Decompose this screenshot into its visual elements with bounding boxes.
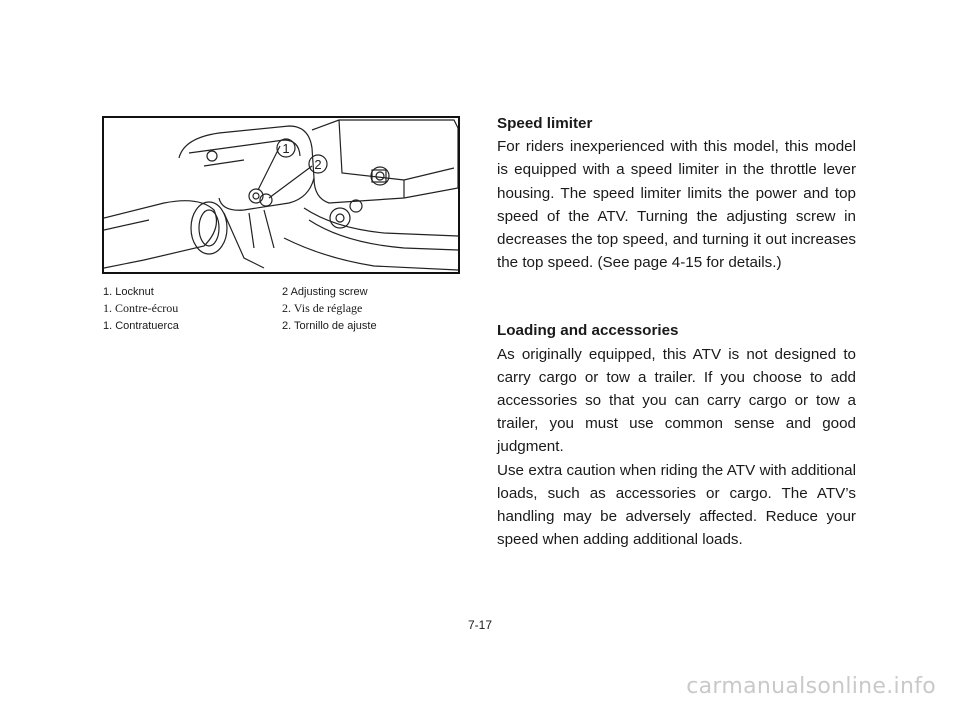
- handlebar-drawing: [104, 118, 458, 272]
- caption-row-english: [103, 283, 463, 300]
- loading-heading: Loading and accessories: [497, 322, 679, 340]
- page-number: 7-17: [467, 618, 493, 632]
- caption-fr-adjusting-screw: 2. Vis de réglage: [282, 301, 363, 315]
- figure-captions: [103, 283, 463, 334]
- watermark: carmanualsonline.info: [686, 674, 936, 699]
- caption-en-locknut: 1. Locknut: [103, 285, 154, 298]
- caption-es-locknut: 1. Contratuerca: [103, 319, 179, 332]
- loading-paragraph-1: As originally equipped, this ATV is not designed to carry cargo or tow a trailer. If you choose to add accessories so that you can carry cargo or tow a trailer, you must use common sense and good judgment.: [497, 345, 856, 456]
- caption-row-french: [103, 300, 463, 317]
- loading-section: [497, 319, 856, 551]
- caption-fr-locknut: 1. Contre-écrou: [103, 301, 179, 315]
- loading-paragraph-2: Use extra caution when riding the ATV with additional loads, such as accessories or cargo. The ATV’s handling may be adversely affected. Reduce your speed when adding additional loads.: [497, 461, 856, 549]
- callout-1-label: 1: [282, 141, 290, 156]
- body-text-column: [497, 112, 856, 551]
- speed-limiter-heading: Speed limiter: [497, 115, 593, 132]
- caption-es-adjusting-screw: 2. Tornillo de ajuste: [282, 319, 377, 332]
- callout-2-label: 2: [314, 157, 322, 172]
- caption-row-spanish: [103, 317, 463, 334]
- caption-en-adjusting-screw: 2 Adjusting screw: [282, 285, 368, 298]
- speed-limiter-paragraph: For riders inexperienced with this model, this model is equipped with a speed limiter in the throttle lever housing. The speed limiter limits the power and top speed of the ATV. Turning the adjusting screw in decreases the top speed, and turning it out increases the top speed. (See page 4-15 for details.): [497, 138, 856, 272]
- throttle-housing-illustration: [102, 116, 460, 274]
